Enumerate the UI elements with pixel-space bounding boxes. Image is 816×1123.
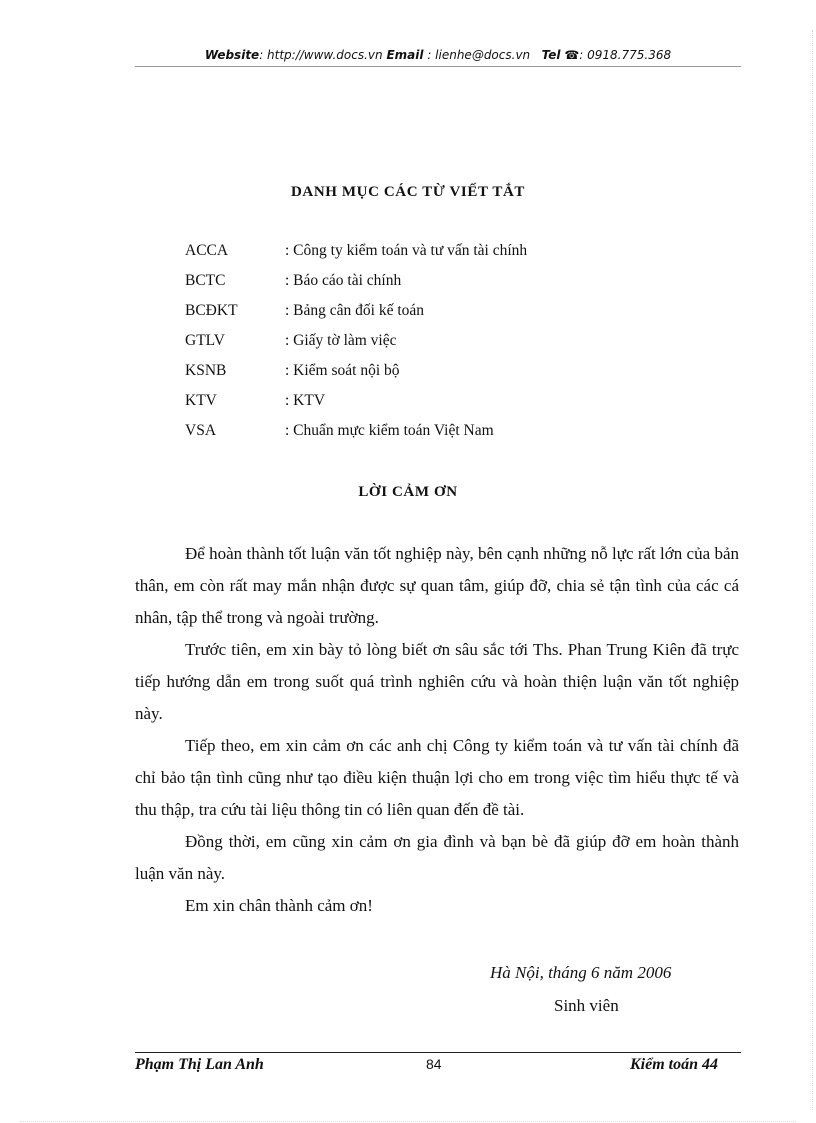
acknowledgement-body — [135, 538, 739, 922]
acknowledgement-paragraph: Em xin chân thành cảm ơn! — [185, 896, 373, 915]
abbreviation-code: ACCA — [185, 242, 229, 259]
acknowledgement-paragraph: Trước tiên, em xin bày tỏ lòng biết ơn sâu sắc tới Ths. Phan Trung Kiên đã trực tiếp hướng dẫn em trong suốt quá trình nghiên cứu và hoàn thiện luận văn tốt nghiệp này. — [135, 640, 739, 723]
abbreviation-row — [185, 392, 527, 422]
footer-divider — [135, 1052, 741, 1053]
email-value[interactable]: : lienhe@docs.vn — [423, 48, 531, 62]
page-edge-bottom — [20, 1121, 796, 1122]
abbreviation-meaning: : Giấy tờ làm việc — [285, 332, 397, 349]
abbreviation-meaning: : Công ty kiểm toán và tư vấn tài chính — [285, 242, 528, 259]
abbreviation-code: KSNB — [185, 362, 227, 379]
abbreviation-meaning: : Kiểm soát nội bộ — [285, 362, 400, 379]
website-label: Website — [204, 48, 260, 62]
abbreviation-code: BCTC — [185, 272, 226, 289]
abbreviation-code: VSA — [185, 422, 217, 439]
footer-author: Phạm Thị Lan Anh — [135, 1056, 264, 1073]
abbreviation-meaning: : KTV — [285, 392, 326, 409]
abbreviation-code: GTLV — [185, 332, 225, 349]
abbreviation-code: BCĐKT — [185, 302, 238, 319]
page-edge-right — [812, 30, 813, 1110]
abbreviation-row — [185, 422, 527, 452]
signature-role: Sinh viên — [554, 996, 619, 1015]
abbreviation-row — [185, 362, 527, 392]
abbreviation-meaning: : Báo cáo tài chính — [285, 272, 402, 289]
page-header — [135, 46, 741, 67]
abbreviations-table — [185, 242, 527, 452]
abbreviations-title: DANH MỤC CÁC TỪ VIẾT TẮT — [290, 184, 526, 200]
acknowledgement-paragraph: Đồng thời, em cũng xin cảm ơn gia đình và bạn bè đã giúp đỡ em hoàn thành luận văn này. — [135, 832, 739, 883]
abbreviation-code: KTV — [185, 392, 217, 409]
abbreviation-row — [185, 332, 527, 362]
abbreviation-row — [185, 272, 527, 302]
abbreviation-row — [185, 302, 527, 332]
abbreviation-row — [185, 242, 527, 272]
footer-class-name: Kiểm toán 44 — [630, 1056, 719, 1073]
page-number: 84 — [426, 1056, 442, 1072]
tel-value: : 0918.775.368 — [579, 48, 672, 62]
phone-icon: ☎ — [564, 48, 580, 62]
acknowledgement-paragraph: Tiếp theo, em xin cảm ơn các anh chị Công ty kiểm toán và tư vấn tài chính đã chỉ bảo tận tình cũng như tạo điều kiện thuận lợi cho em trong việc tìm hiểu thực tế và thu thập, tra cứu tài liệu thông tin có liên quan đến đề tài. — [135, 736, 739, 819]
email-label: Email — [386, 48, 424, 62]
acknowledgement-title: LỜI CẢM ƠN — [358, 484, 458, 500]
abbreviation-meaning: : Chuẩn mực kiểm toán Việt Nam — [285, 422, 494, 439]
website-value[interactable]: : http://www.docs.vn — [259, 48, 383, 62]
tel-label: Tel — [541, 48, 561, 62]
signature-date: Hà Nội, tháng 6 năm 2006 — [490, 963, 672, 982]
acknowledgement-paragraph: Để hoàn thành tốt luận văn tốt nghiệp này, bên cạnh những nỗ lực rất lớn của bản thân, em còn rất may mắn nhận được sự quan tâm, giúp đỡ, chia sẻ tận tình của các cá nhân, tập thể trong và ngoài trường. — [135, 544, 739, 627]
abbreviation-meaning: : Bảng cân đối kế toán — [285, 302, 425, 319]
